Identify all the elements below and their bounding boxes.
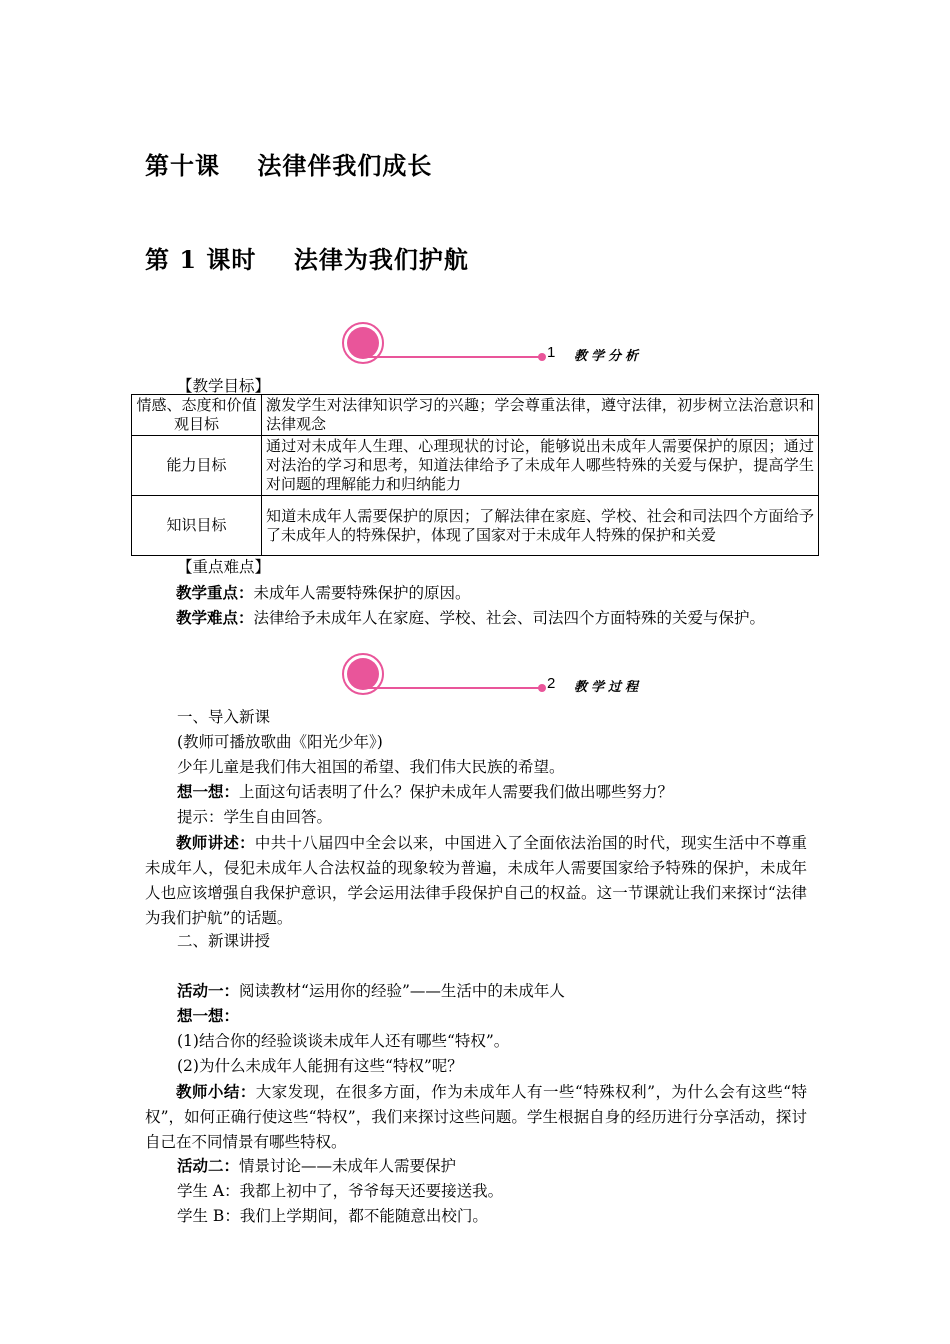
difficulty-paragraph (145, 605, 807, 631)
student-a-line: 学生 A：我都上初中了，爷爷每天还要接送我。 (177, 1182, 504, 1200)
period-title: 第 1 课时 法律为我们护航 (145, 245, 469, 274)
activity1-text: 阅读教材“运用你的经验”——生活中的未成年人 (239, 982, 565, 1000)
keypoints-heading: 【重点难点】 (177, 558, 271, 576)
question-1: (1)结合你的经验谈谈未成年人还有哪些“特权”。 (177, 1032, 510, 1050)
activity2-text: 情景讨论——未成年人需要保护 (239, 1157, 457, 1175)
part1-heading: 一、导入新课 (177, 708, 271, 726)
activity2-line (177, 1154, 456, 1178)
hint-line: 提示：学生自由回答。 (177, 808, 333, 826)
section-banner-process (342, 653, 652, 699)
banner-dot-icon (538, 684, 546, 692)
think-text: 上面这句话表明了什么？保护未成年人需要我们做出哪些努力？ (239, 783, 674, 801)
section-label: 教学过程 (574, 680, 643, 695)
table-row (132, 496, 819, 556)
think-label-2: 想一想： (177, 1006, 240, 1025)
goal-value: 知道未成年人需要保护的原因；了解法律在家庭、学校、社会和司法四个方面给予了未成年人的特殊保护，体现了国家对于未成年人特殊的保护和关爱 (262, 496, 819, 556)
goal-key: 情感、态度和价值观目标 (132, 395, 262, 436)
difficulty-text: 法律给予未成年人在家庭、学校、社会、司法四个方面特殊的关爱与保护。 (253, 609, 766, 627)
key-point-paragraph (145, 580, 807, 606)
summary-paragraph (145, 1079, 807, 1155)
banner-line (364, 687, 540, 689)
student-b-line: 学生 B：我们上学期间，都不能随意出校门。 (177, 1207, 488, 1225)
teacher-note: (教师可播放歌曲《阳光少年》) (177, 733, 383, 751)
teacher-talk-label: 教师讲述： (176, 833, 255, 852)
goal-value: 通过对未成年人生理、心理现状的讨论，能够说出未成年人需要保护的原因；通过对法治的学习和思考，知道法律给予了未成年人哪些特殊的关爱与保护，提高学生对问题的理解能力和归纳能力 (262, 436, 819, 496)
banner-dot-icon (538, 353, 546, 361)
part2-heading: 二、新课讲授 (177, 932, 271, 950)
summary-label: 教师小结： (176, 1082, 256, 1101)
section-number: 1 (547, 344, 556, 361)
section-number: 2 (547, 675, 556, 692)
think-line-1 (177, 780, 673, 804)
section-label: 教学分析 (574, 349, 643, 364)
activity1-label: 活动一： (177, 981, 240, 1000)
goal-key: 能力目标 (132, 436, 262, 496)
table-row (132, 436, 819, 496)
key-point-text: 未成年人需要特殊保护的原因。 (253, 584, 471, 602)
quote-line: 少年儿童是我们伟大祖国的希望、我们伟大民族的希望。 (177, 758, 565, 776)
key-point-label: 教学重点： (176, 583, 254, 602)
activity1-line (177, 979, 565, 1003)
banner-circle-fill (347, 327, 379, 359)
goals-table (131, 394, 819, 556)
goals-heading: 【教学目标】 (177, 377, 271, 395)
goal-value: 激发学生对法律知识学习的兴趣；学会尊重法律，遵守法律，初步树立法治意识和法律观念 (262, 395, 819, 436)
think-label: 想一想： (177, 782, 240, 801)
banner-line (364, 356, 540, 358)
section-banner-analysis (342, 322, 652, 368)
banner-circle-fill (347, 658, 379, 690)
table-row (132, 395, 819, 436)
goal-key: 知识目标 (132, 496, 262, 556)
lesson-title: 第十课 法律伴我们成长 (145, 151, 433, 180)
activity2-label: 活动二： (177, 1156, 240, 1175)
teacher-talk-paragraph (145, 830, 807, 931)
question-2: (2)为什么未成年人能拥有这些“特权”呢？ (177, 1057, 463, 1075)
difficulty-label: 教学难点： (176, 608, 254, 627)
teacher-talk-text: 中共十八届四中全会以来，中国进入了全面依法治国的时代，现实生活中不尊重未成年人，侵犯未成年人合法权益的现象较为普遍，未成年人需要国家给予特殊的保护，未成年人也应该增强自我保护意识，学会运用法律手段保护自己的权益。这一节课就让我们来探讨“法律为我们护航”的话题。 (145, 834, 807, 927)
summary-text: 大家发现，在很多方面，作为未成年人有一些“特殊权利”，为什么会有这些“特权”，如何正确行使这些“特权”，我们来探讨这些问题。学生根据自身的经历进行分享活动，探讨自己在不同情景有哪些特权。 (145, 1083, 807, 1151)
